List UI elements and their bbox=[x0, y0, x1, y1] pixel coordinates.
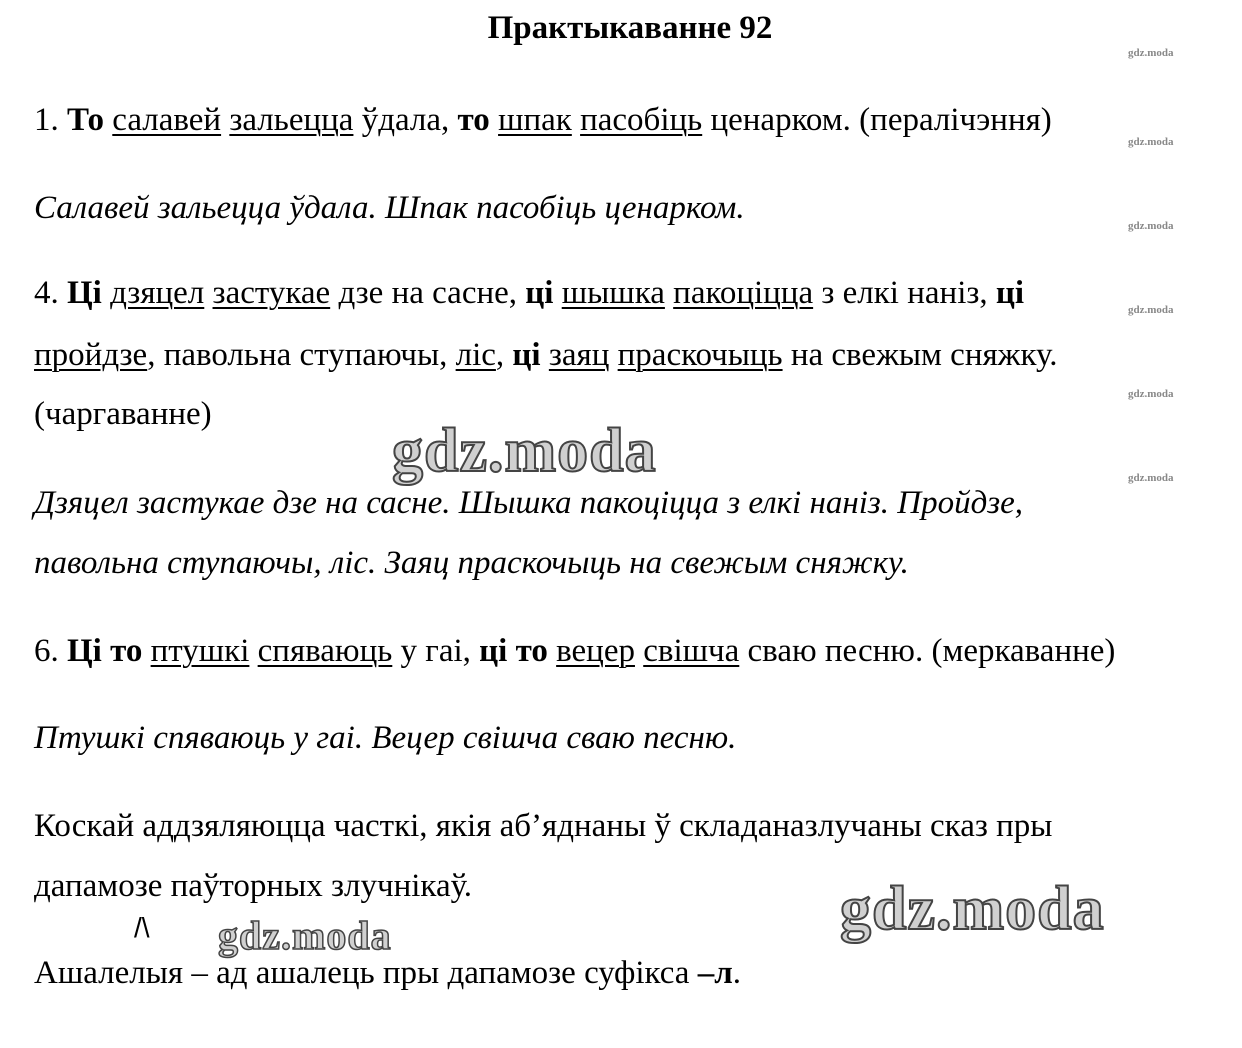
exercise-1-answer: Салавей зальецца ўдала. Шпак пасобіць ценарком. bbox=[34, 190, 745, 226]
watermark-small: gdz.moda bbox=[1128, 304, 1174, 316]
exercise-6-answer: Птушкі спяваюць у гаі. Вецер свішча сваю песню. bbox=[34, 720, 737, 756]
watermark-small: gdz.moda bbox=[1128, 47, 1174, 59]
last-line: Ашалелыя – ад ашалець пры дапамозе суфікса –л. bbox=[34, 955, 741, 991]
exercise-6-sentence: 6. Ці то птушкі спяваюць у гаі, ці то вецер свішча сваю песню. (меркаванне) bbox=[34, 633, 1116, 669]
exercise-1-sentence: 1. То салавей зальецца ўдала, то шпак пасобіць ценарком. (пералічэння) bbox=[34, 102, 1052, 138]
watermark-small: gdz.moda bbox=[1128, 472, 1174, 484]
note-line-2: дапамозе паўторных злучнікаў. bbox=[34, 868, 473, 904]
watermark-small: gdz.moda bbox=[1128, 388, 1174, 400]
watermark-small: gdz.moda bbox=[1128, 220, 1174, 232]
exercise-4-line-2: пройдзе, павольна ступаючы, ліс, ці заяц праскочыць на свежым сняжку. bbox=[34, 337, 1058, 373]
exercise-4-line-1: 4. Ці дзяцел застукае дзе на сасне, ці шышка пакоціцца з елкі наніз, ці bbox=[34, 275, 1025, 311]
watermark-large: gdz.moda bbox=[392, 417, 657, 485]
exercise-4-answer-line-2: павольна ступаючы, ліс. Заяц праскочыць на свежым сняжку. bbox=[34, 545, 909, 581]
exercise-4-line-3: (чаргаванне) bbox=[34, 396, 212, 432]
caret-mark: /\ bbox=[134, 912, 150, 943]
exercise-4-answer-line-1: Дзяцел застукае дзе на сасне. Шышка пакоціцца з елкі наніз. Пройдзе, bbox=[34, 485, 1024, 521]
watermark-small: gdz.moda bbox=[1128, 136, 1174, 148]
page-title: Практыкаванне 92 bbox=[487, 10, 773, 46]
note-line-1: Коскай аддзяляюцца часткі, якія аб’яднаны ў складаназлучаны сказ пры bbox=[34, 808, 1053, 844]
watermark-medium: gdz.moda bbox=[218, 913, 392, 958]
watermark-large: gdz.moda bbox=[840, 875, 1105, 943]
